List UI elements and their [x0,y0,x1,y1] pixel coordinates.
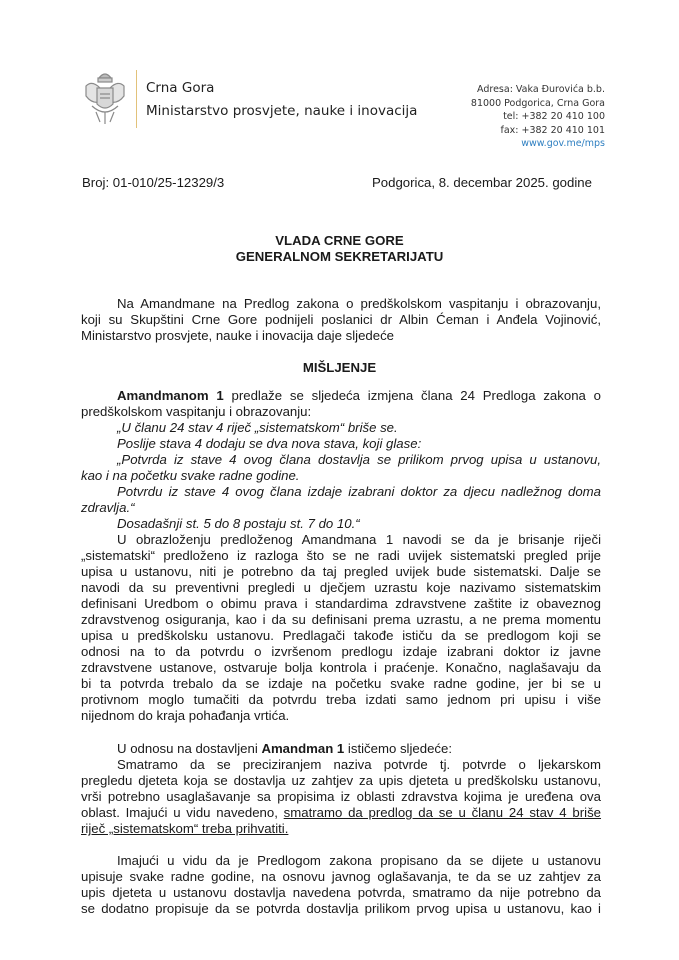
quoted-line: „Potvrda iz stave 4 ovog člana dostavlja se prilikom prvog upisa u ustanovu, [117,452,601,467]
text-line: Na Amandmane na Predlog zakona o predškolskom vaspitanju i obrazovanju, [117,296,601,311]
text-line: nijednom do kraja pohađanja vrtića. [81,708,290,723]
text-line: pregledu djeteta koja se dostavlja uz zahtjev za upis djeteta u predškolsku ustanovu, [81,773,601,788]
text-line: upis djeteta u ustanovu dostavlja navedena potvrda, smatramo da nije potrebno da [81,885,601,900]
quoted-line: zdravlja.“ [81,500,135,515]
header-divider [136,70,137,128]
text-line: vrši potrebno usaglašavanje sa propisima iz oblasti zdravstva kojima je uređena ova [81,789,601,804]
text-fragment: U odnosu na dostavljeni [117,741,262,756]
ministry-name: Ministarstvo prosvjete, nauke i inovacija [146,103,418,119]
response-paragraph [81,741,601,837]
amendment-reference: Amandman 1 [261,741,345,756]
text-line: upisuje svake radne godine, na osnovu javnog oglašavanja, te da se uz zahtjev za [81,869,601,884]
amendment-paragraph [81,388,601,532]
coat-of-arms-icon [82,68,128,128]
address-line: Adresa: Vaka Đurovića b.b. [477,84,605,95]
country-name: Crna Gora [146,80,215,96]
text-fragment: ističemo sljedeće: [344,741,452,756]
phone-line: tel: +382 20 410 100 [503,111,605,122]
city-line: 81000 Podgorica, Crna Gora [470,97,605,109]
text-line: protivnom moglo tumačiti da potvrdu treba izdati samo jednom pri upisu i više [81,692,601,707]
text-line: Imajući u vidu da je Predlogom zakona propisano da se dijete u ustanovu [117,853,601,868]
text-line: „sistematski“ predloženo iz razloga što se ne radi uvijek sistematski pregled prije [81,548,601,563]
quoted-line: Dosadašnji st. 5 do 8 postaju st. 7 do 10.“ [117,516,360,531]
place-date: Podgorica, 8. decembar 2025. godine [372,175,592,190]
text-fragment: predlaže se sljedeća izmjena člana 24 Predloga zakona o [223,388,601,403]
text-line: se dodatno propisuje da se potvrda dostavlja prilikom prvog upisa u ustanovu, kao i [81,901,601,916]
recipient-line-2: GENERALNOM SEKRETARIJATU [235,249,444,264]
text-line [81,388,601,404]
conclusion-underlined: riječ „sistematskom“ treba prihvatiti. [81,821,289,836]
text-line [81,821,601,837]
website-link[interactable]: www.gov.me/mps [521,138,605,149]
text-line: bi ta potvrda trebalo da se izdaje na početku svake radne godine, jer bi se u [81,676,601,691]
closing-paragraph [81,853,601,917]
reference-number: Broj: 01-010/25-12329/3 [82,175,225,190]
text-line: definisani Uredbom o obimu prava i standardima zdravstvene zaštite iz obaveznog [81,596,601,611]
text-line: navodi da su preventivni pregledi u dječjem uzrastu koje nazivamo sistematskim [81,580,601,595]
text-line [81,805,601,821]
text-line: zdravstvenog osiguranja, kao i da su definisani prema uzrastu, a ne prema momentu [81,612,601,627]
text-line: Ministarstvo prosvjete, nauke i inovacija daje sljedeće [81,328,394,343]
text-line [81,741,601,757]
text-line: koji su Skupštini Crne Gore podnijeli poslanici dr Albin Ćeman i Anđela Vojinović, [81,312,601,327]
text-fragment: oblast. Imajući u vidu navedeno, [81,805,284,820]
contact-block [471,83,605,151]
quoted-line: Poslije stava 4 dodaju se dva nova stava, koji glase: [117,436,422,451]
text-line: predškolskom vaspitanju i obrazovanju: [81,404,312,419]
text-line: Smatramo da se preciziranjem naziva potvrde tj. potvrde o ljekarskom [117,757,601,772]
quoted-line: kao i na početku svake radne godine. [81,468,300,483]
document-title: MIŠLJENJE [302,360,377,375]
text-line: U obrazloženju predloženog Amandmana 1 navodi se da je brisanje riječi [117,532,601,547]
intro-paragraph [81,296,601,344]
quoted-line: „U članu 24 stav 4 riječ „sistematskom“ briše se. [117,420,398,435]
recipient-line-1: VLADA CRNE GORE [275,233,404,248]
explanation-paragraph [81,532,601,724]
amendment-label: Amandmanom 1 [117,388,224,403]
fax-line: fax: +382 20 410 101 [500,124,605,136]
conclusion-underlined: smatramo da predlog da se u članu 24 stav 4 briše [283,805,602,820]
text-line: odnosi na to da potvrdu o izvršenom predlogu izdaje izabrani doktor iz javne [81,644,601,659]
text-line: upisa u predškolsku ustanovu. Predlagači takođe ističu da se predlogom koji se [81,628,601,643]
text-line: zdravstvene ustanove, ostvaruje bolja kontrola i praćenje. Konačno, naglašavaju da [81,660,601,675]
quoted-line: Potvrdu iz stave 4 ovog člana izdaje izabrani doktor za djecu nadležnog doma [117,484,601,499]
text-line: upisa u ustanovu, niti je potrebno da taj pregled uvijek bude sistematski. Dalje se [81,564,601,579]
